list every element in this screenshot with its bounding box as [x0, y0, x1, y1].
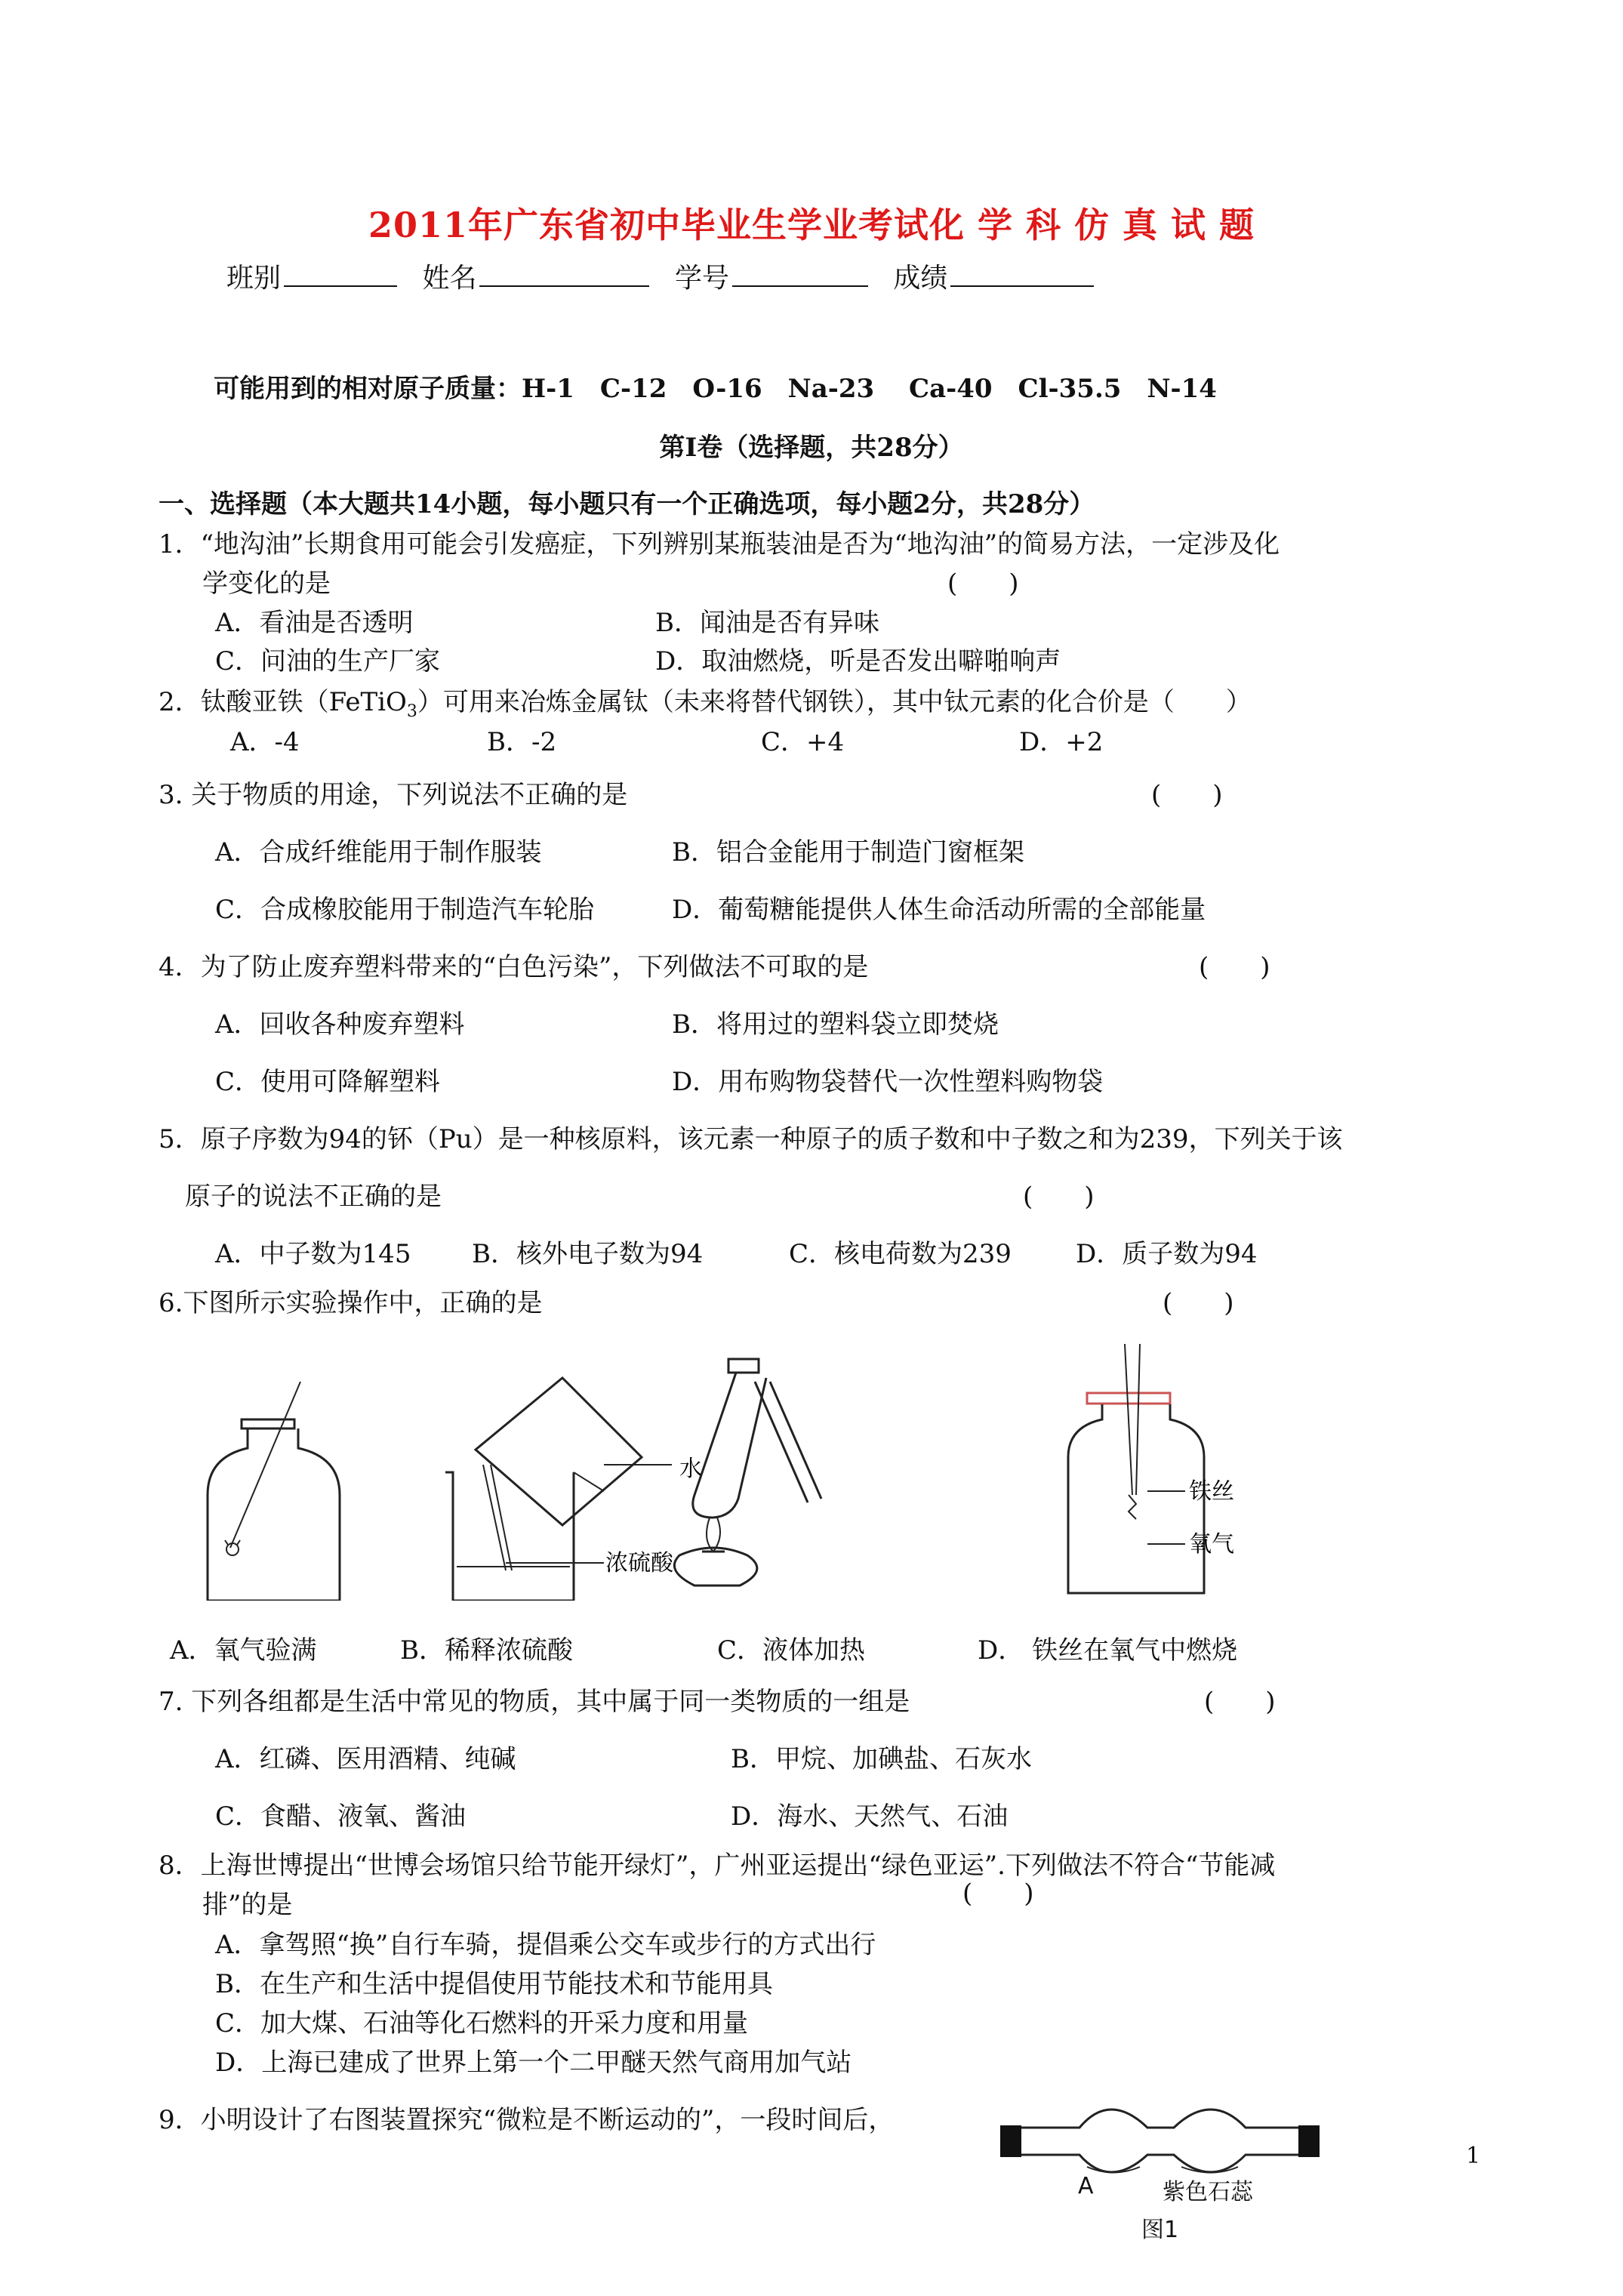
- q2-option-d[interactable]: D．+2: [1019, 727, 1104, 757]
- q6-stem: 6.下图所示实验操作中，正确的是: [159, 1288, 543, 1318]
- class-blank[interactable]: [284, 261, 397, 287]
- q6-option-b[interactable]: B．稀释浓硫酸: [400, 1635, 573, 1666]
- oxygen-test-bottle-icon: [208, 1382, 340, 1601]
- q2-option-c[interactable]: C．+4: [761, 727, 845, 757]
- q3-stem: 3. 关于物质的用途，下列说法不正确的是: [159, 780, 628, 810]
- exam-title: 2011年广东省初中毕业生学业考试化 学 科 仿 真 试 题: [368, 205, 1255, 245]
- q4-option-a[interactable]: A．回收各种废弃塑料: [215, 1009, 465, 1040]
- label-conc-acid: 浓硫酸: [605, 1550, 673, 1576]
- q5-answer-paren[interactable]: ( ): [1023, 1182, 1095, 1212]
- number-label: 学号: [674, 263, 729, 294]
- section-title: 一、选择题（本大题共14小题，每小题只有一个正确选项，每小题2分，共28分）: [159, 489, 1095, 519]
- class-label: 班别: [226, 263, 282, 294]
- q1-stem-line1: 1．“地沟油”长期食用可能会引发癌症，下列辨别某瓶装油是否为“地沟油”的简易方法，一定涉及化: [159, 529, 1280, 559]
- q4-option-c[interactable]: C．使用可降解塑料: [215, 1067, 441, 1097]
- q5-stem-line2: 原子的说法不正确的是: [185, 1182, 442, 1212]
- q4-stem: 4．为了防止废弃塑料带来的“白色污染”，下列做法不可取的是: [159, 952, 869, 982]
- q2-subscript: 3: [406, 701, 417, 721]
- iron-wire-oxygen-bottle-icon: [1068, 1344, 1204, 1593]
- q3-answer-paren[interactable]: ( ): [1151, 780, 1223, 810]
- label-oxygen: 氧气: [1189, 1531, 1234, 1558]
- student-info-row: [226, 257, 1110, 295]
- score-label: 成绩: [893, 263, 948, 294]
- q1-option-d[interactable]: D．取油燃烧，听是否发出噼啪响声: [655, 646, 1061, 676]
- volume-title: 第Ⅰ卷（选择题，共28分）: [659, 433, 964, 463]
- name-blank[interactable]: [479, 261, 649, 287]
- q5-option-a[interactable]: A．中子数为145: [215, 1239, 411, 1269]
- q9-stem: 9．小明设计了右图装置探究“微粒是不断运动的”，一段时间后，: [159, 2105, 895, 2135]
- q1-option-c[interactable]: C．问油的生产厂家: [215, 646, 441, 676]
- q8-option-a[interactable]: A．拿驾照“换”自行车骑，提倡乘公交车或步行的方式出行: [215, 1930, 876, 1960]
- q2-stem: 2．钛酸亚铁（FeTiO$_3$）可用来冶炼金属钛（未来将替代钢铁），其中钛元素的化合价是（ ）: [159, 687, 1252, 721]
- q1-option-b[interactable]: B．闻油是否有异味: [655, 608, 879, 638]
- q8-option-b[interactable]: B．在生产和生活中提倡使用节能技术和节能用具: [215, 1969, 773, 1999]
- q5-option-c[interactable]: C．核电荷数为239: [789, 1239, 1012, 1269]
- q3-option-b[interactable]: B．铝合金能用于制造门窗框架: [672, 837, 1024, 868]
- q6-option-d[interactable]: D． 铁丝在氧气中燃烧: [978, 1635, 1238, 1666]
- q7-answer-paren[interactable]: ( ): [1204, 1687, 1276, 1717]
- q2-option-a[interactable]: A．-4: [230, 727, 300, 757]
- q1-option-a[interactable]: A．看油是否透明: [215, 608, 414, 638]
- q7-option-c[interactable]: C．食醋、液氧、酱油: [215, 1801, 467, 1832]
- q9-label-a: A: [1078, 2173, 1094, 2199]
- q5-option-b[interactable]: B．核外电子数为94: [472, 1239, 704, 1269]
- atomic-masses: 可能用到的相对原子质量：H-1 C-12 O-16 Na-23 Ca-40 Cl-35.5 N-14: [214, 374, 1217, 404]
- q5-stem-line1: 5．原子序数为94的钚（Pu）是一种核原料，该元素一种原子的质子数和中子数之和为239，下列关于该: [159, 1124, 1343, 1154]
- q6-option-a[interactable]: A．氧气验满: [170, 1635, 317, 1666]
- q7-option-d[interactable]: D．海水、天然气、石油: [731, 1801, 1009, 1832]
- q2-option-b[interactable]: B．-2: [487, 727, 557, 757]
- q8-stem-line1: 8．上海世博提出“世博会场馆只给节能开绿灯”，广州亚运提出“绿色亚运”.下列做法不符合“节能减: [159, 1851, 1276, 1881]
- q3-option-c[interactable]: C．合成橡胶能用于制造汽车轮胎: [215, 895, 595, 925]
- q4-option-d[interactable]: D．用布购物袋替代一次性塑料购物袋: [672, 1067, 1104, 1097]
- q4-answer-paren[interactable]: ( ): [1199, 952, 1270, 982]
- label-water: 水: [679, 1456, 702, 1482]
- q8-option-c[interactable]: C．加大煤、石油等化石燃料的开采力度和用量: [215, 2008, 749, 2039]
- q3-option-d[interactable]: D．葡萄糖能提供人体生命活动所需的全部能量: [672, 895, 1206, 925]
- page-number: 1: [1466, 2143, 1481, 2169]
- score-blank[interactable]: [950, 261, 1094, 287]
- q8-option-d[interactable]: D．上海已建成了世界上第一个二甲醚天然气商用加气站: [215, 2048, 852, 2078]
- q8-stem-line2: 排”的是: [202, 1890, 293, 1920]
- q3-option-a[interactable]: A．合成纤维能用于制作服装: [215, 837, 542, 868]
- q6-answer-paren[interactable]: ( ): [1163, 1288, 1234, 1318]
- q4-option-b[interactable]: B．将用过的塑料袋立即焚烧: [672, 1009, 999, 1040]
- label-iron-wire: 铁丝: [1189, 1478, 1234, 1505]
- q8-answer-paren[interactable]: ( ): [962, 1878, 1034, 1909]
- q6-option-c[interactable]: C．液体加热: [717, 1635, 866, 1666]
- q7-option-b[interactable]: B．甲烷、加碘盐、石灰水: [731, 1744, 1032, 1774]
- q1-answer-paren[interactable]: ( ): [947, 569, 1019, 599]
- q1-stem-line2: 学变化的是: [202, 569, 331, 599]
- name-label: 姓名: [422, 263, 477, 294]
- q7-option-a[interactable]: A．红磷、医用酒精、纯碱: [215, 1744, 516, 1774]
- q9-label-litmus: 紫色石蕊: [1163, 2179, 1253, 2205]
- q6-figures: [151, 1344, 1359, 1601]
- q9-figure-caption: 图1: [1141, 2217, 1179, 2243]
- number-blank[interactable]: [732, 261, 868, 287]
- q5-option-d[interactable]: D．质子数为94: [1076, 1239, 1258, 1269]
- q7-stem: 7. 下列各组都是生活中常见的物质，其中属于同一类物质的一组是: [159, 1687, 910, 1717]
